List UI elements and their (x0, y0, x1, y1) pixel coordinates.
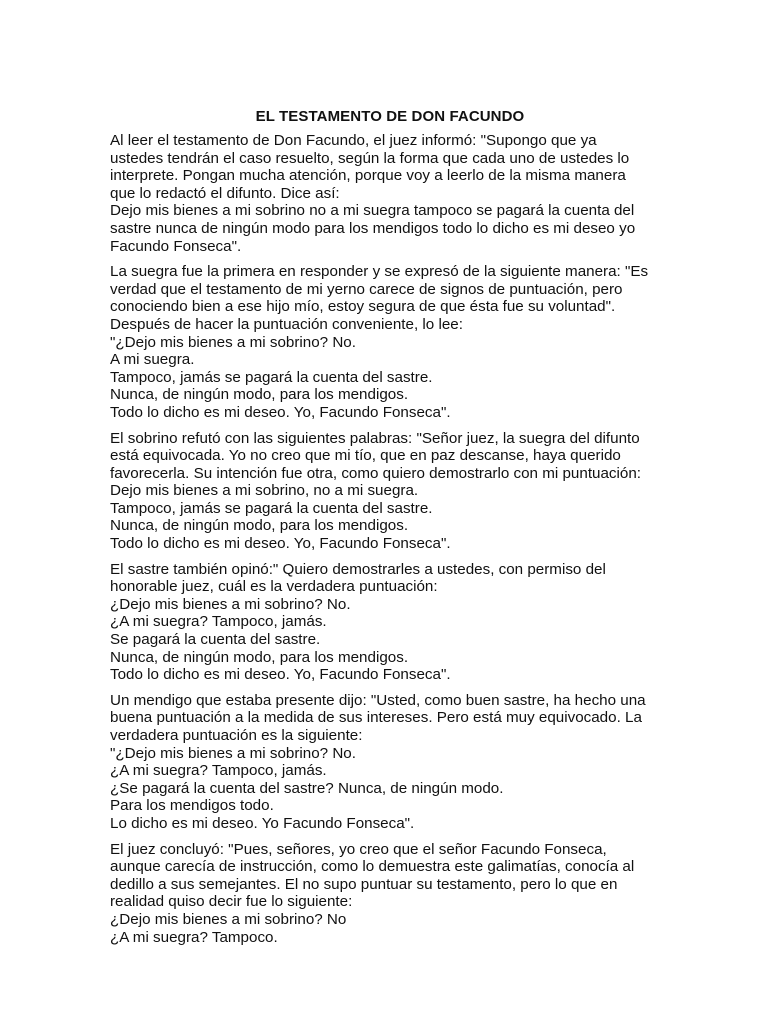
text-line: dedillo a sus semejantes. El no supo puntuar su testamento, pero lo que en (110, 875, 618, 893)
paragraph-nephew (110, 430, 670, 553)
text-line: El sobrino refutó con las siguientes palabras: "Señor juez, la suegra del difunto (110, 429, 640, 447)
text-line: "¿Dejo mis bienes a mi sobrino? No. (110, 744, 356, 762)
text-line: ¿Dejo mis bienes a mi sobrino? No. (110, 595, 351, 613)
text-line: Un mendigo que estaba presente dijo: "Usted, como buen sastre, ha hecho una (110, 691, 646, 709)
text-line: Nunca, de ningún modo, para los mendigos. (110, 386, 409, 404)
text-line: Facundo Fonseca". (110, 237, 242, 255)
text-line: sastre nunca de ningún modo para los mendigos todo lo dicho es mi deseo yo (110, 219, 636, 237)
text-line: Dejo mis bienes a mi sobrino no a mi suegra tampoco se pagará la cuenta del (110, 202, 635, 220)
text-line: El juez concluyó: "Pues, señores, yo creo que el señor Facundo Fonseca, (110, 840, 607, 858)
text-line: Lo dicho es mi deseo. Yo Facundo Fonseca". (110, 814, 415, 832)
paragraph-beggar (110, 692, 670, 833)
text-line: ¿A mi suegra? Tampoco. (110, 928, 278, 946)
text-line: El sastre también opinó:" Quiero demostrarles a ustedes, con permiso del (110, 560, 606, 578)
text-line: aunque carecía de instrucción, como lo demuestra este galimatías, conocía al (110, 858, 635, 876)
text-line: ¿Se pagará la cuenta del sastre? Nunca, de ningún modo. (110, 779, 504, 797)
text-line: Dejo mis bienes a mi sobrino, no a mi suegra. (110, 482, 419, 500)
text-line: que lo redactó el difunto. Dice así: (110, 184, 340, 202)
text-line: "¿Dejo mis bienes a mi sobrino? No. (110, 333, 356, 351)
text-line: favorecerla. Su intención fue otra, como quiero demostrarlo con mi puntuación: (110, 464, 642, 482)
text-line: honorable juez, cuál es la verdadera puntuación: (110, 578, 438, 596)
text-line: A mi suegra. (110, 351, 195, 369)
text-line: Después de hacer la puntuación conveniente, lo lee: (110, 315, 463, 333)
text-line: ¿A mi suegra? Tampoco, jamás. (110, 613, 327, 631)
text-line: ¿Dejo mis bienes a mi sobrino? No (110, 910, 347, 928)
text-line: Tampoco, jamás se pagará la cuenta del sastre. (110, 368, 433, 386)
text-line: realidad quiso decir fue lo siguiente: (110, 893, 353, 911)
paragraph-mother-in-law (110, 263, 670, 421)
text-line: La suegra fue la primera en responder y se expresó de la siguiente manera: "Es (110, 263, 649, 281)
paragraph-judge-conclusion (110, 841, 670, 947)
text-line: Tampoco, jamás se pagará la cuenta del sastre. (110, 499, 433, 517)
text-line: Se pagará la cuenta del sastre. (110, 631, 321, 649)
text-line: Al leer el testamento de Don Facundo, el juez informó: "Supongo que ya (110, 132, 597, 149)
text-line: verdadera puntuación es la siguiente: (110, 727, 363, 744)
text-line: Todo lo dicho es mi deseo. Yo, Facundo Fonseca". (110, 403, 451, 421)
text-line: Todo lo dicho es mi deseo. Yo, Facundo Fonseca". (110, 666, 451, 684)
text-line: buena puntuación a la medida de sus intereses. Pero está muy equivocado. La (110, 709, 642, 727)
document-title: EL TESTAMENTO DE DON FACUNDO (255, 108, 525, 125)
text-line: Para los mendigos todo. (110, 797, 274, 815)
text-line: está equivocada. Yo no creo que mi tío, que en paz descanse, haya querido (110, 447, 621, 465)
text-line: ustedes tendrán el caso resuelto, según la forma que cada uno de ustedes lo (110, 149, 630, 167)
document-page (110, 108, 670, 954)
text-line: verdad que el testamento de mi yerno carece de signos de puntuación, pero (110, 280, 623, 298)
text-line: ¿A mi suegra? Tampoco, jamás. (110, 762, 327, 780)
paragraph-judge-intro (110, 132, 670, 255)
text-line: Nunca, de ningún modo, para los mendigos. (110, 648, 409, 666)
text-line: conociendo bien a ese hijo mío, estoy segura de que ésta fue su voluntad". (110, 298, 616, 316)
text-line: Todo lo dicho es mi deseo. Yo, Facundo Fonseca". (110, 535, 451, 553)
text-line: Nunca, de ningún modo, para los mendigos. (110, 517, 409, 535)
paragraph-tailor (110, 561, 670, 684)
text-line: interprete. Pongan mucha atención, porque voy a leerlo de la misma manera (110, 167, 626, 185)
